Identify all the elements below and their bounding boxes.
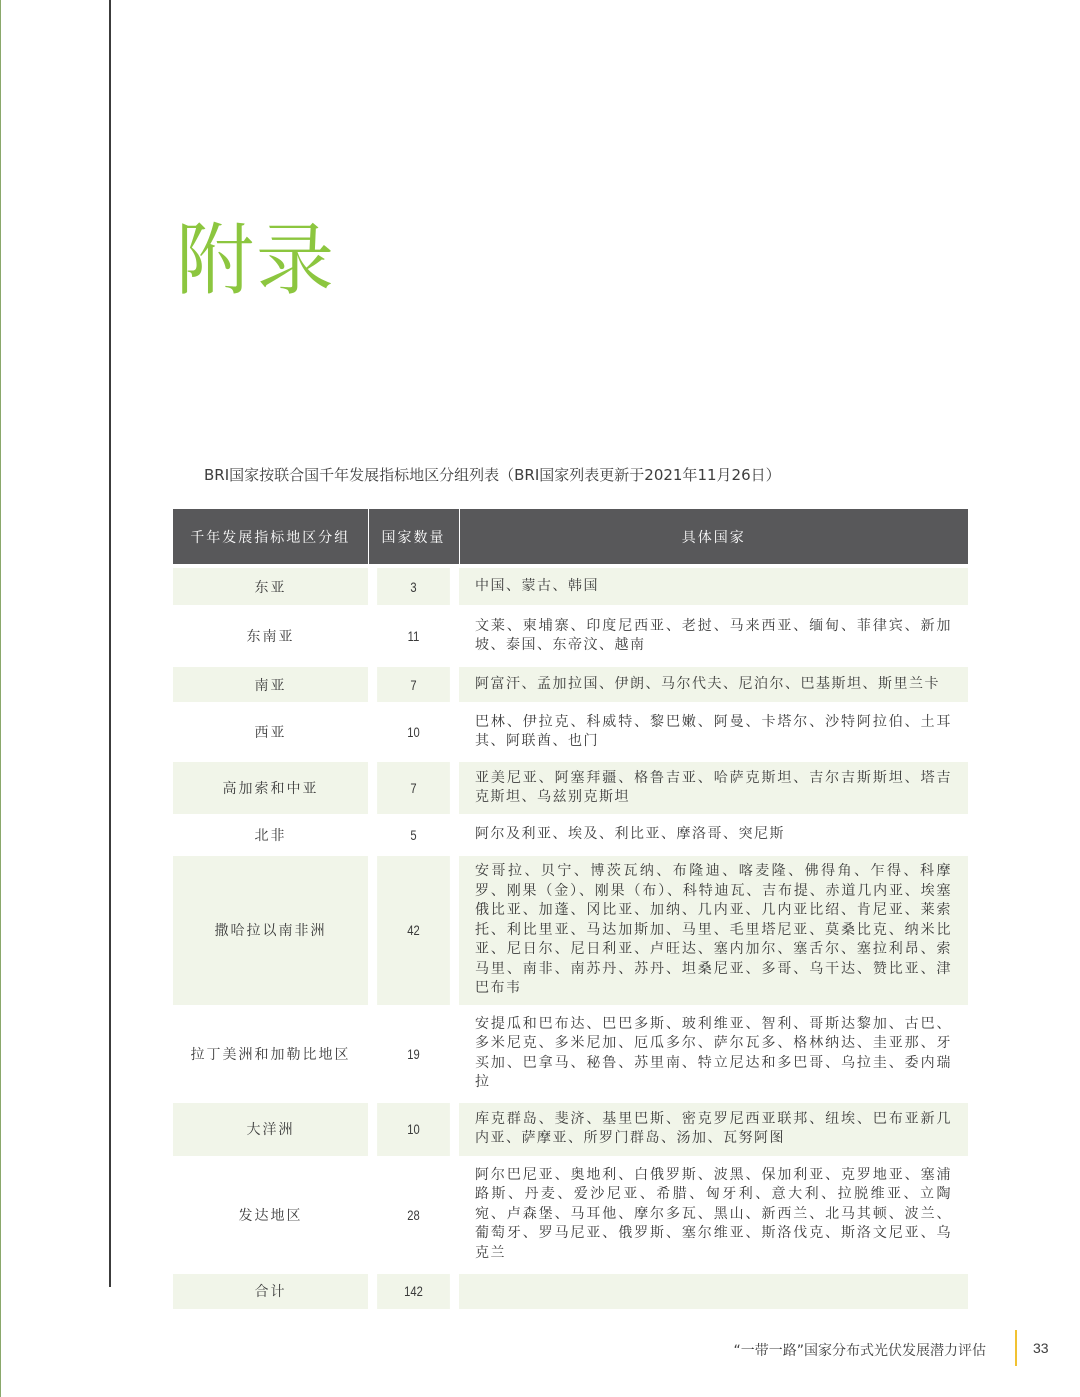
region-cell: 撒哈拉以南非洲 [173, 854, 368, 1007]
table-header [173, 509, 968, 566]
total-label-cell: 合计 [173, 1272, 368, 1309]
count-cell: 42 [377, 854, 450, 1007]
table-row [173, 816, 968, 854]
countries-cell: 中国、蒙古、韩国 [459, 566, 968, 607]
count-cell: 10 [377, 704, 450, 760]
count-cell: 11 [377, 607, 450, 665]
countries-cell: 文莱、柬埔寨、印度尼西亚、老挝、马来西亚、缅甸、菲律宾、新加坡、泰国、东帝汶、越南 [459, 607, 968, 665]
region-cell: 大洋洲 [173, 1101, 368, 1158]
page-title: 附录 [176, 216, 337, 306]
table-row [173, 760, 968, 816]
table-row [173, 1101, 968, 1158]
table-row-total [173, 1272, 968, 1309]
bri-region-table [173, 509, 968, 1309]
countries-cell: 库克群岛、斐济、基里巴斯、密克罗尼西亚联邦、纽埃、巴布亚新几内亚、萨摩亚、所罗门群岛、汤加、瓦努阿图 [459, 1101, 968, 1158]
page-number: 33 [1033, 1340, 1049, 1356]
header-count: 国家数量 [368, 509, 459, 566]
count-cell: 10 [377, 1101, 450, 1158]
table-header-row [173, 509, 968, 566]
footer-report-title: “一带一路”国家分布式光伏发展潜力评估 [733, 1343, 986, 1359]
header-region: 千年发展指标地区分组 [173, 509, 368, 566]
page-edge-line [0, 0, 1, 1397]
total-count-cell: 142 [377, 1272, 450, 1309]
countries-cell: 阿尔及利亚、埃及、利比亚、摩洛哥、突尼斯 [459, 816, 968, 854]
countries-cell: 安提瓜和巴布达、巴巴多斯、玻利维亚、智利、哥斯达黎加、古巴、多米尼克、多米尼加、厄瓜多尔、萨尔瓦多、格林纳达、圭亚那、牙买加、巴拿马、秘鲁、苏里南、特立尼达和多巴哥、乌拉圭、委内瑞拉 [459, 1007, 968, 1101]
table-row [173, 704, 968, 760]
table-row [173, 607, 968, 665]
count-cell: 3 [377, 566, 450, 607]
table-caption: BRI国家按联合国千年发展指标地区分组列表（BRI国家列表更新于2021年11月26日） [204, 466, 781, 484]
table-row [173, 1007, 968, 1101]
region-cell: 西亚 [173, 704, 368, 760]
count-cell: 28 [377, 1158, 450, 1272]
count-cell: 19 [377, 1007, 450, 1101]
count-cell: 5 [377, 816, 450, 854]
table-row [173, 566, 968, 607]
left-margin-rule [109, 0, 111, 1287]
count-cell: 7 [377, 760, 450, 816]
region-cell: 拉丁美洲和加勒比地区 [173, 1007, 368, 1101]
total-countries-cell [459, 1272, 968, 1309]
footer-divider [1015, 1330, 1017, 1366]
region-cell: 南亚 [173, 665, 368, 704]
region-cell: 东亚 [173, 566, 368, 607]
region-cell: 高加索和中亚 [173, 760, 368, 816]
header-countries: 具体国家 [459, 509, 968, 566]
countries-cell: 阿尔巴尼亚、奥地利、白俄罗斯、波黑、保加利亚、克罗地亚、塞浦路斯、丹麦、爱沙尼亚、希腊、匈牙利、意大利、拉脱维亚、立陶宛、卢森堡、马耳他、摩尔多瓦、黑山、新西兰、北马其顿、波兰、葡萄牙、罗马尼亚、俄罗斯、塞尔维亚、斯洛伐克、斯洛文尼亚、乌克兰 [459, 1158, 968, 1272]
region-cell: 东南亚 [173, 607, 368, 665]
countries-cell: 安哥拉、贝宁、博茨瓦纳、布隆迪、喀麦隆、佛得角、乍得、科摩罗、刚果（金）、刚果（布）、科特迪瓦、吉布提、赤道几内亚、埃塞俄比亚、加蓬、冈比亚、加纳、几内亚、几内亚比绍、肯尼亚、莱索托、利比里亚、马达加斯加、马里、毛里塔尼亚、莫桑比克、纳米比亚、尼日尔、尼日利亚、卢旺达、塞内加尔、塞舌尔、塞拉利昂、索马里、南非、南苏丹、苏丹、坦桑尼亚、多哥、乌干达、赞比亚、津巴布韦 [459, 854, 968, 1007]
countries-cell: 巴林、伊拉克、科威特、黎巴嫩、阿曼、卡塔尔、沙特阿拉伯、土耳其、阿联酋、也门 [459, 704, 968, 760]
count-cell: 7 [377, 665, 450, 704]
table-row [173, 854, 968, 1007]
countries-cell: 阿富汗、孟加拉国、伊朗、马尔代夫、尼泊尔、巴基斯坦、斯里兰卡 [459, 665, 968, 704]
table-body [173, 566, 968, 1309]
region-cell: 发达地区 [173, 1158, 368, 1272]
region-cell: 北非 [173, 816, 368, 854]
table-row [173, 1158, 968, 1272]
countries-cell: 亚美尼亚、阿塞拜疆、格鲁吉亚、哈萨克斯坦、吉尔吉斯斯坦、塔吉克斯坦、乌兹别克斯坦 [459, 760, 968, 816]
table-row [173, 665, 968, 704]
